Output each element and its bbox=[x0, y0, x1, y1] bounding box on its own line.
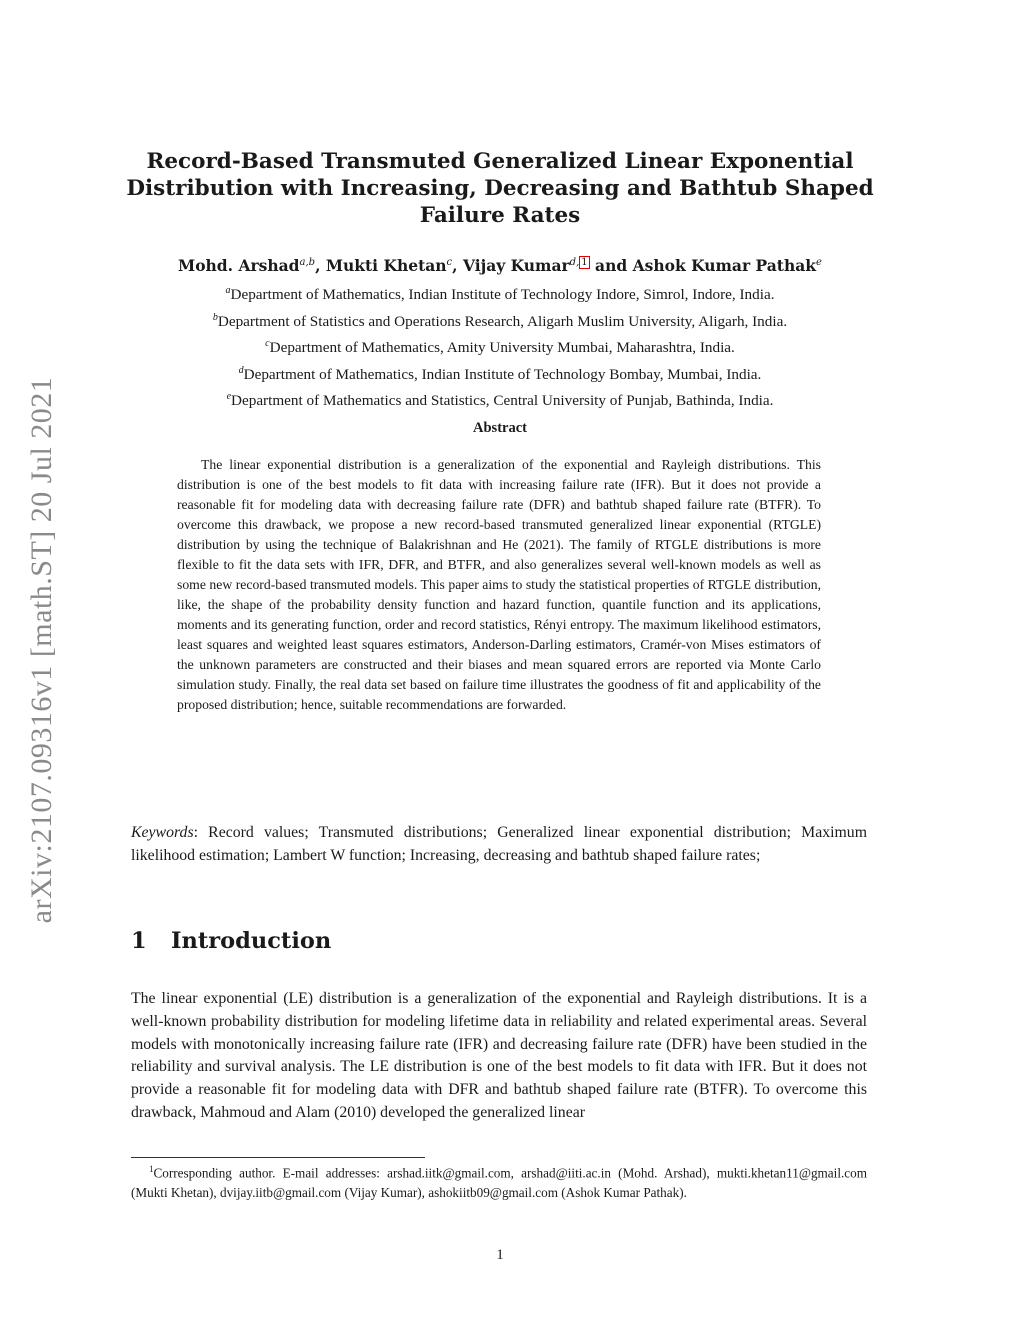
section-heading bbox=[131, 928, 331, 954]
author-name: Vijay Kumar bbox=[462, 256, 570, 276]
keywords-text: : Record values; Transmuted distributions; Generalized linear exponential distribution; Maximum likelihood estimation; Lambert W function; Increasing, decreasing and bathtub shaped failure rates; bbox=[131, 824, 867, 864]
author-affiliation-mark: a,b bbox=[299, 257, 316, 268]
footnote bbox=[131, 1159, 867, 1203]
author-name: Mukti Khetan bbox=[325, 256, 447, 276]
author-name: Ashok Kumar Pathak bbox=[632, 256, 817, 276]
affiliation-line bbox=[110, 280, 890, 307]
footnote-link[interactable]: 1 bbox=[581, 257, 588, 268]
author-conjunction: and bbox=[595, 256, 628, 276]
affiliation-line bbox=[110, 386, 890, 413]
abstract-paragraph: The linear exponential distribution is a generalization of the exponential and Rayleigh distributions. This distribution is one of the best models to fit data with increasing failure rate (IFR). But it does not provide a reasonable fit for modeling data with decreasing failure rate (DFR) and bathtub shaped failure rate (BTFR). To overcome this drawback, we propose a new record-based transmuted generalized linear exponential (RTGLE) distribution by using the technique of Balakrishnan and He (2021). The family of RTGLE distributions is more flexible to fit the data sets with IFR, DFR, and BTFR, and also generalizes several well-known models as well as some new record-based transmuted models. This paper aims to study the statistical properties of RTGLE distribution, like, the shape of the probability density function and hazard function, quantile function and its applications, moments and its generating function, order and record statistics, Rényi entropy. The maximum likelihood estimators, least squares and weighted least squares estimators, Anderson-Darling estimators, Cramér-von Mises estimators of the unknown parameters are constructed and their biases and mean squared errors are reported via Monte Carlo simulation study. Finally, the real data set based on failure time illustrates the goodness of fit and applicability of the proposed distribution; hence, suitable recommendations are forwarded. bbox=[177, 457, 821, 712]
title-line: Failure Rates bbox=[419, 203, 581, 228]
footnote-divider bbox=[131, 1157, 425, 1158]
affiliation-mark: d bbox=[238, 364, 244, 376]
affiliation-text: Department of Mathematics, Amity University Mumbai, Maharashtra, India. bbox=[269, 339, 735, 357]
introduction-body bbox=[131, 988, 867, 1125]
arxiv-identifier-text: arXiv:2107.09316v1 [math.ST] 20 Jul 2021 bbox=[25, 376, 58, 924]
author-affiliation-mark: c bbox=[446, 257, 453, 268]
affiliation-text: Department of Mathematics, Indian Institute of Technology Bombay, Mumbai, India. bbox=[243, 365, 762, 383]
abstract-body bbox=[177, 455, 821, 715]
affiliation-mark: c bbox=[265, 338, 270, 350]
keywords-label: Keywords bbox=[131, 824, 194, 841]
affiliation-text: Department of Mathematics and Statistics, Central University of Punjab, Bathinda, India. bbox=[231, 392, 774, 410]
affiliation-line bbox=[110, 307, 890, 334]
footnote-text: Corresponding author. E-mail addresses: arshad.iitk@gmail.com, arshad@iiti.ac.in (Mohd. Arshad), mukti.khetan11@gmail.com (Mukti Khetan), dvijay.iitb@gmail.com (Vijay Kumar), ashokiitb09@gmail.com (Ashok Kumar Pathak). bbox=[131, 1165, 867, 1201]
arxiv-identifier-stamp bbox=[0, 350, 84, 950]
author-name: Mohd. Arshad bbox=[178, 256, 300, 276]
affiliation-text: Department of Statistics and Operations Research, Aligarh Muslim University, Aligarh, India. bbox=[217, 312, 788, 330]
affiliation-mark: e bbox=[226, 391, 232, 403]
footnote-paragraph bbox=[131, 1159, 867, 1203]
author-affiliation-mark: d, bbox=[569, 257, 580, 268]
section-title: Introduction bbox=[171, 928, 332, 954]
section-number: 1 bbox=[131, 928, 147, 954]
author-list: Mohd. Arshad$^{a,b}$, Mukti Khetan$^c$, Vijay Kumar$^{d, 1}$ and Ashok Kumar Pathak$^e$ bbox=[178, 256, 822, 276]
title-line: Record-Based Transmuted Generalized Linear Exponential bbox=[146, 149, 854, 174]
footnote-mark: 1 bbox=[149, 1164, 154, 1174]
author-affiliation-mark: e bbox=[816, 257, 822, 268]
affiliation-line bbox=[110, 360, 890, 387]
introduction-paragraph: The linear exponential (LE) distribution is a generalization of the exponential and Rayleigh distributions. It is a well-known probability distribution for modeling lifetime data in reliability and related experimental areas. Several models with monotonically increasing failure rate (IFR) and decreasing failure rate (DFR) have been studied in the reliability and survival analysis. The LE distribution is one of the best models to fit data with IFR. But it does not provide a reasonable fit for modeling data with DFR and bathtub shaped failure rate (BTFR). To overcome this drawback, Mahmoud and Alam (2010) developed the generalized linear bbox=[131, 990, 867, 1121]
title-line: Distribution with Increasing, Decreasing and Bathtub Shaped bbox=[126, 176, 874, 201]
paper-title bbox=[110, 148, 890, 229]
keywords-block bbox=[131, 821, 867, 867]
page-number: 1 bbox=[496, 1247, 504, 1263]
affiliation-line bbox=[110, 333, 890, 360]
affiliation-text: Department of Mathematics, Indian Institute of Technology Indore, Simrol, Indore, India. bbox=[230, 286, 775, 304]
abstract-heading: Abstract bbox=[473, 420, 527, 436]
affiliation-mark: a bbox=[225, 285, 231, 296]
affiliation-list bbox=[110, 280, 890, 413]
affiliation-mark: b bbox=[212, 311, 218, 323]
